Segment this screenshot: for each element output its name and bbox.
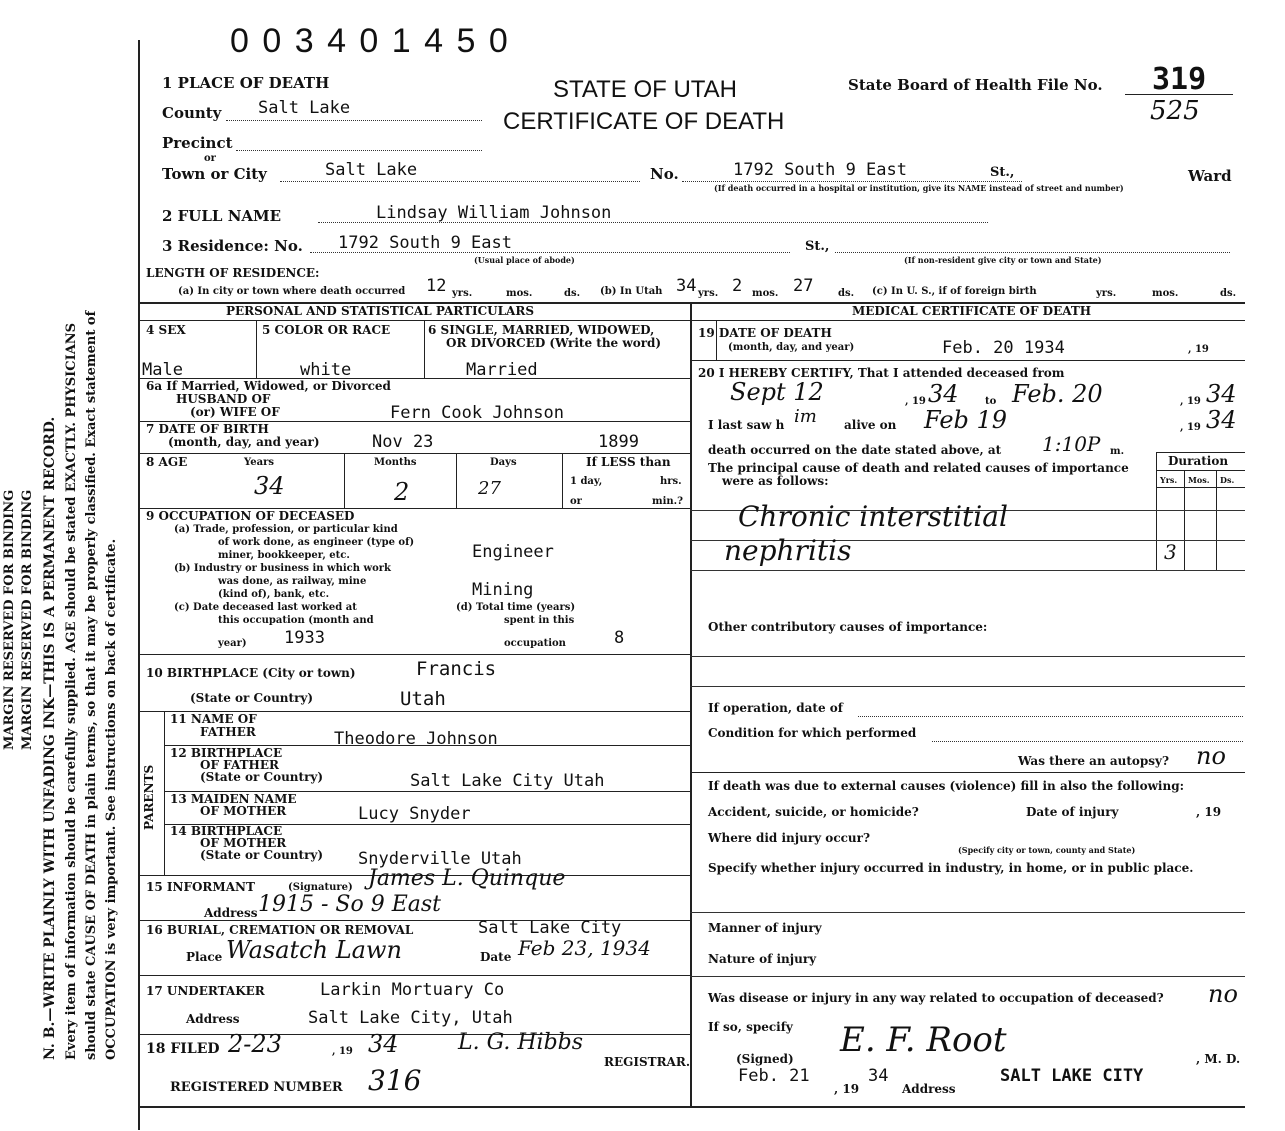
condition-label: Condition for which performed — [708, 726, 917, 740]
age-label: 8 AGE — [146, 455, 188, 469]
city-residence-years: 12 — [426, 276, 447, 296]
length-of-residence-label: LENGTH OF RESIDENCE: — [146, 266, 320, 280]
md-suffix: , M. D. — [1196, 1052, 1241, 1066]
ward-label: Ward — [1188, 167, 1232, 185]
margin-notice-4: OCCUPATION is very important. See instructions on back of certificate. — [104, 538, 119, 1060]
burial-place: Wasatch Lawn — [226, 936, 402, 964]
marital-value: Married — [466, 360, 538, 380]
occupation-trade: Engineer — [472, 542, 554, 562]
alive-year-prefix: , 19 — [1180, 422, 1201, 433]
hospital-note: (If death occurred in a hospital or institution, give its NAME instead of street and number) — [714, 183, 1124, 193]
dob-month-day: Nov 23 — [372, 432, 434, 452]
registered-number: 316 — [368, 1064, 422, 1097]
filed-year-prefix: , 19 — [332, 1046, 353, 1057]
attended-to: Feb. 20 — [1012, 380, 1103, 408]
mos-label-1: mos. — [506, 288, 533, 299]
where-injury-note: (Specify city or town, county and State) — [958, 845, 1136, 855]
death-time-label: death occurred on the date stated above, at — [708, 443, 1002, 457]
informant-address-label: Address — [204, 906, 258, 920]
occupation-a-2: of work done, as engineer (type of) — [218, 537, 415, 548]
birthplace-label: 10 BIRTHPLACE (City or town) — [146, 666, 356, 680]
min-label: min.? — [652, 496, 683, 507]
occupation-b-2: was done, as railway, mine — [218, 576, 367, 587]
informant-label: 15 INFORMANT — [146, 880, 255, 894]
principal-cause-1: Chronic interstitial — [738, 500, 1008, 533]
occupation-related-value: no — [1208, 980, 1238, 1008]
industry-label: Specify whether injury occurred in industry, in home, or in public place. — [708, 861, 1194, 875]
age-years: 34 — [254, 472, 285, 500]
autopsy-value: no — [1196, 742, 1226, 770]
cause-label-2: were as follows: — [722, 474, 829, 488]
street-suffix: St., — [990, 165, 1015, 180]
operation-label: If operation, date of — [708, 701, 843, 715]
death-time: 1:10P — [1042, 432, 1101, 456]
margin-notice-3: should state CAUSE OF DEATH in plain terms, so that it may be properly classified. Exact statement of — [84, 310, 99, 1060]
sex-label: 4 SEX — [146, 323, 186, 337]
or-label: or — [204, 153, 216, 164]
us-residence-label: (c) In U. S., if of foreign birth — [872, 286, 1037, 297]
spouse-label-3: (or) WIFE OF — [190, 405, 280, 419]
burial-label: 16 BURIAL, CREMATION OR REMOVAL — [146, 923, 414, 937]
utah-residence-label: (b) In Utah — [600, 286, 663, 297]
physician-address: SALT LAKE CITY — [1000, 1066, 1144, 1086]
other-causes-label: Other contributory causes of importance: — [708, 620, 988, 634]
town-label: Town or City — [162, 165, 267, 183]
age-years-label: Years — [244, 457, 275, 468]
occupation-label: 9 OCCUPATION OF DECEASED — [146, 509, 355, 523]
full-name: Lindsay William Johnson — [376, 203, 612, 223]
yrs-label-3: yrs. — [1096, 288, 1117, 299]
attended-to-year: 34 — [1206, 380, 1237, 408]
burial-date: Feb 23, 1934 — [518, 936, 651, 960]
father-label-2: FATHER — [200, 725, 256, 739]
date-of-death: Feb. 20 1934 — [942, 338, 1065, 358]
file-number-secondary: 525 — [1150, 96, 1200, 126]
alive-on-label: alive on — [844, 418, 897, 432]
certificate-title: CERTIFICATE OF DEATH — [503, 108, 785, 135]
undertaker-label: 17 UNDERTAKER — [146, 984, 265, 998]
am-pm-suffix: m. — [1110, 446, 1125, 457]
occupation-c-1: (c) Date deceased last worked at — [174, 602, 357, 613]
residence-label: 3 Residence: No. — [162, 237, 303, 255]
principal-cause-2: nephritis — [724, 534, 852, 567]
informant-signature: James L. Quinque — [368, 866, 566, 891]
attended-from-year: 34 — [928, 380, 959, 408]
signed-year: 34 — [868, 1066, 889, 1086]
street-no-label: No. — [650, 165, 679, 183]
yrs-label-1: yrs. — [452, 288, 473, 299]
less-one-day: 1 day, — [570, 476, 603, 487]
mother-birthplace: Snyderville Utah — [358, 849, 522, 869]
father-name: Theodore Johnson — [334, 729, 498, 749]
attended-from: Sept 12 — [730, 378, 824, 406]
mother-birth-label-3: (State or Country) — [200, 848, 324, 862]
spouse-name: Fern Cook Johnson — [390, 403, 564, 423]
mother-name: Lucy Snyder — [358, 804, 471, 824]
informant-address: 1915 - So 9 East — [258, 892, 442, 917]
signed-year-prefix: , 19 — [834, 1082, 860, 1096]
marital-label-2: OR DIVORCED (Write the word) — [446, 336, 662, 350]
residence-street-suffix: St., — [805, 239, 830, 254]
occupation-related-label: Was disease or injury in any way related to occupation of deceased? — [708, 991, 1164, 1005]
birthplace-city: Francis — [416, 658, 497, 680]
age-days: 27 — [478, 478, 501, 499]
age-less-label: If LESS than — [586, 455, 671, 469]
state-heading: STATE OF UTAH — [553, 76, 737, 103]
mos-label-2: mos. — [752, 288, 779, 299]
mother-label-1: 13 MAIDEN NAME — [170, 792, 297, 806]
undertaker-address-label: Address — [186, 1012, 240, 1026]
certificate-serial-number: 0 0 3 4 0 1 4 5 0 — [230, 22, 510, 60]
to-label: to — [985, 396, 997, 407]
occupation-a-1: (a) Trade, profession, or particular kind — [174, 524, 398, 535]
occupation-d-3: occupation — [504, 638, 566, 649]
mother-birth-label-1: 14 BIRTHPLACE — [170, 824, 283, 838]
injury-date-label: Date of injury — [1026, 805, 1119, 819]
mother-birth-label-2: OF MOTHER — [200, 836, 287, 850]
occupation-d-2: spent in this — [504, 615, 575, 626]
margin-notice-1: N. B.—WRITE PLAINLY WITH UNFADING INK—THIS IS A PERMANENT RECORD. — [42, 416, 58, 1060]
occupation-a-3: miner, bookkeeper, etc. — [218, 550, 350, 561]
ds-label-1: ds. — [564, 288, 581, 299]
birthplace-state-label: (State or Country) — [190, 691, 314, 705]
medical-heading: MEDICAL CERTIFICATE OF DEATH — [852, 304, 1092, 318]
utah-residence-days: 27 — [793, 276, 814, 296]
age-months-label: Months — [374, 457, 417, 468]
spouse-label-1: 6a If Married, Widowed, or Divorced — [146, 379, 391, 393]
color-label: 5 COLOR OR RACE — [262, 323, 391, 337]
occupation-c-3: year) — [218, 638, 247, 649]
occupation-c-2: this occupation (month and — [218, 615, 374, 626]
last-saw-label: I last saw h — [708, 418, 785, 432]
where-injury-label: Where did injury occur? — [708, 831, 871, 845]
registered-number-label: REGISTERED NUMBER — [170, 1080, 343, 1095]
margin-binding-1: MARGIN RESERVED FOR BINDING — [2, 489, 17, 750]
usual-abode-note: (Usual place of abode) — [474, 255, 575, 265]
marital-label: 6 SINGLE, MARRIED, WIDOWED, — [428, 323, 655, 337]
sex-value: Male — [142, 360, 183, 380]
undertaker-name: Larkin Mortuary Co — [320, 980, 505, 1000]
alive-on: Feb 19 — [924, 406, 1008, 434]
father-birth-label-2: OF FATHER — [200, 758, 280, 772]
injury-year-suffix: , 19 — [1196, 805, 1222, 819]
occupation-b-3: (kind of), bank, etc. — [218, 589, 330, 600]
registrar-signature: L. G. Hibbs — [458, 1030, 584, 1055]
undertaker-address: Salt Lake City, Utah — [308, 1008, 513, 1028]
certify-label: 20 I HEREBY CERTIFY, That I attended deceased from — [698, 366, 1065, 380]
occupation-d-1: (d) Total time (years) — [456, 602, 576, 613]
external-causes-label: If death was due to external causes (violence) fill in also the following: — [708, 779, 1185, 793]
father-birth-label-1: 12 BIRTHPLACE — [170, 746, 283, 760]
father-birth-label-3: (State or Country) — [200, 770, 324, 784]
burial-city: Salt Lake City — [478, 918, 622, 938]
filed-label: 18 FILED — [146, 1041, 220, 1057]
from-year-prefix: , 19 — [905, 396, 926, 407]
mother-label-2: OF MOTHER — [200, 804, 287, 818]
burial-date-label: Date — [480, 950, 512, 964]
physician-signature: E. F. Root — [840, 1020, 1007, 1060]
father-label-1: 11 NAME OF — [170, 712, 257, 726]
yrs-label-2: yrs. — [698, 288, 719, 299]
dod-year-suffix: , 19 — [1188, 344, 1209, 355]
utah-residence-years: 34 — [676, 276, 697, 296]
occupation-last-worked: 1933 — [284, 628, 325, 648]
accident-label: Accident, suicide, or homicide? — [708, 805, 919, 819]
signed-date: Feb. 21 — [738, 1066, 810, 1086]
full-name-label: 2 FULL NAME — [162, 207, 282, 225]
or-age-label: or — [570, 496, 582, 507]
file-number: 319 — [1152, 62, 1207, 97]
age-months: 2 — [394, 478, 410, 506]
mos-label-3: mos. — [1152, 288, 1179, 299]
last-saw-him: im — [794, 406, 817, 427]
dob-label-2: (month, day, and year) — [168, 435, 320, 449]
margin-binding-2: MARGIN RESERVED FOR BINDING — [20, 489, 35, 750]
ds-label-2: ds. — [838, 288, 855, 299]
filed-date: 2-23 — [228, 1030, 282, 1058]
alive-year: 34 — [1206, 406, 1237, 434]
filed-year: 34 — [368, 1030, 399, 1058]
occupation-b-1: (b) Industry or business in which work — [174, 563, 391, 574]
personal-heading: PERSONAL AND STATISTICAL PARTICULARS — [226, 304, 535, 318]
city-residence-label: (a) In city or town where death occurred — [178, 286, 406, 297]
county-value: Salt Lake — [258, 98, 351, 118]
registrar-label: REGISTRAR. — [604, 1055, 691, 1069]
dob-year: 1899 — [598, 432, 639, 452]
dod-label-2: (month, day, and year) — [728, 342, 855, 353]
signed-label: (Signed) — [736, 1052, 794, 1066]
burial-place-label: Place — [186, 950, 223, 964]
dod-label-1: 19 DATE OF DEATH — [698, 326, 832, 340]
color-value: white — [300, 360, 352, 380]
nonresident-note: (If non-resident give city or town and State) — [904, 255, 1102, 265]
if-so-specify-label: If so, specify — [708, 1020, 793, 1034]
father-birthplace: Salt Lake City Utah — [410, 771, 605, 791]
parents-label: PARENTS — [142, 764, 156, 830]
county-label: County — [162, 104, 222, 122]
duration-label: Duration — [1168, 454, 1229, 468]
spouse-label-2: HUSBAND OF — [176, 392, 271, 406]
precinct-label: Precinct — [162, 134, 233, 152]
to-year-prefix: , 19 — [1180, 396, 1201, 407]
duration-ds-label: Ds. — [1220, 475, 1235, 485]
place-of-death-label: 1 PLACE OF DEATH — [162, 74, 330, 92]
residence-value: 1792 South 9 East — [338, 233, 512, 253]
manner-label: Manner of injury — [708, 921, 822, 935]
nature-label: Nature of injury — [708, 952, 817, 966]
birthplace-state: Utah — [400, 688, 446, 710]
age-days-label: Days — [490, 457, 517, 468]
file-number-label: State Board of Health File No. — [848, 76, 1103, 94]
hrs-label: hrs. — [660, 476, 682, 487]
ds-label-3: ds. — [1220, 288, 1237, 299]
town-value: Salt Lake — [325, 160, 418, 180]
autopsy-label: Was there an autopsy? — [1018, 754, 1170, 768]
physician-address-label: Address — [902, 1082, 956, 1096]
dob-label-1: 7 DATE OF BIRTH — [146, 422, 269, 436]
utah-residence-months: 2 — [732, 276, 743, 296]
signature-label: (Signature) — [288, 882, 353, 893]
duration-yrs-label: Yrs. — [1160, 475, 1178, 485]
cause-label-1: The principal cause of death and related causes of importance — [708, 461, 1129, 475]
occupation-industry: Mining — [472, 580, 534, 600]
margin-notice-2: Every item of information should be carefully supplied. AGE should be stated EXACTLY. PHYSICIANS — [64, 322, 79, 1060]
duration-mos-label: Mos. — [1188, 475, 1210, 485]
death-address: 1792 South 9 East — [733, 160, 907, 180]
occupation-total-time: 8 — [614, 628, 625, 648]
cause-duration-years: 3 — [1164, 540, 1177, 564]
